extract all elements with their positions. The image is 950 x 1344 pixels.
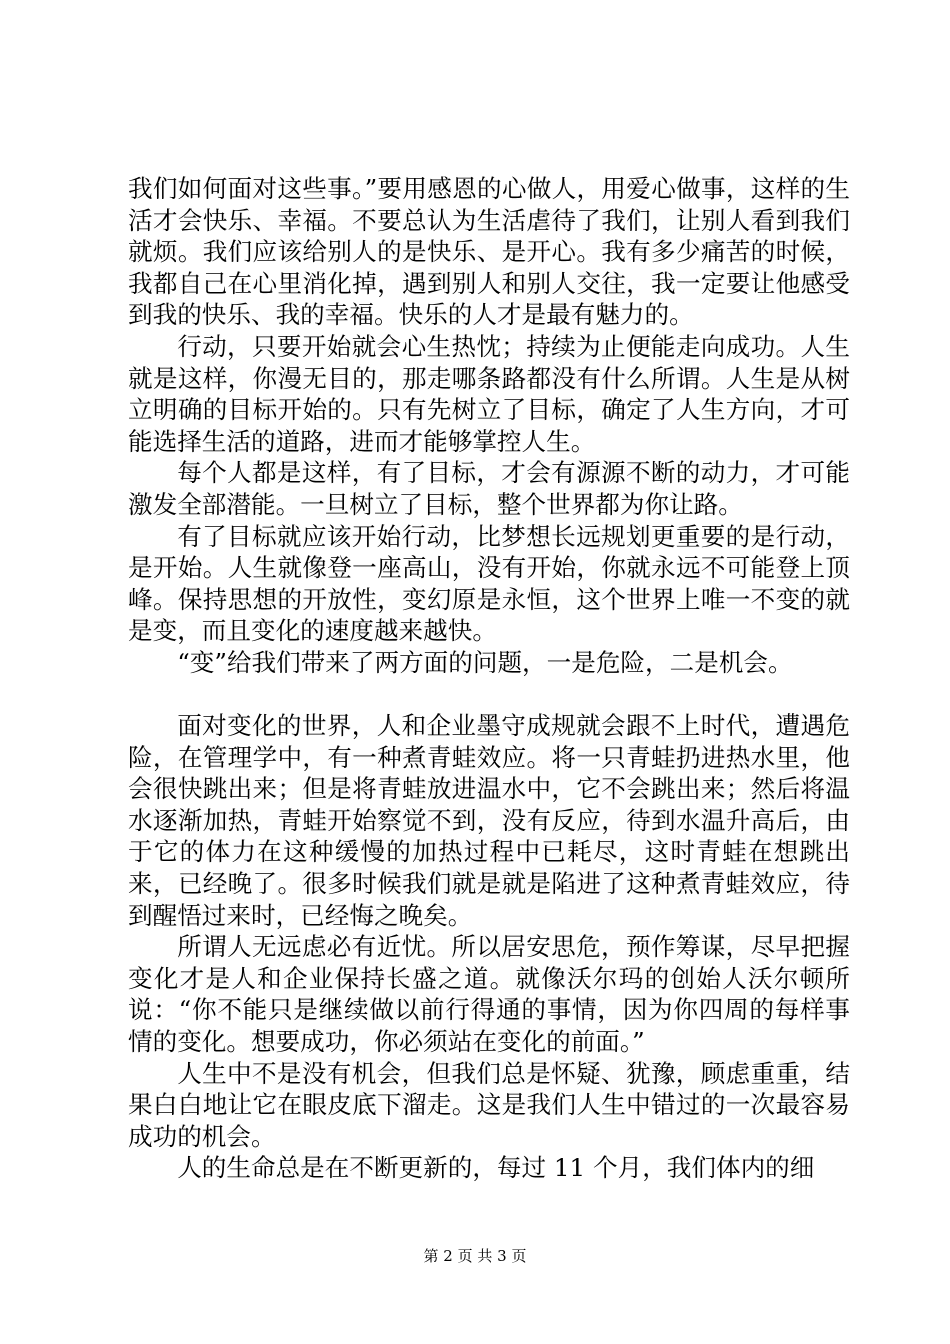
page-footer [0,1245,950,1266]
paragraph: 行动，只要开始就会心生热忱；持续为止便能走向成功。人生就是这样，你漫无目的，那走哪条路都没有什么所谓。人生是从树立明确的目标开始的。只有先树立了目标，确定了人生方向，才可能选择生活的道路，进而才能够掌控人生。 [128,331,850,456]
paragraph: “变”给我们带来了两方面的问题，一是危险，二是机会。 [177,647,793,677]
paragraph: 面对变化的世界，人和企业墨守成规就会跟不上时代，遭遇危险，在管理学中，有一种煮青蛙效应。将一只青蛙扔进热水里，他会很快跳出来；但是将青蛙放进温水中，它不会跳出来；然后将温水逐渐加热，青蛙开始察觉不到，没有反应，待到水温升高后，由于它的体力在这种缓慢的加热过程中已耗尽，这时青蛙在想跳出来，已经晚了。很多时候我们就是就是陷进了这种煮青蛙效应，待到醒悟过来时，已经悔之晚矣。 [128,711,850,930]
paragraph-continues: 人的生命总是在不断更新的，每过 11 个月，我们体内的细 [177,1153,815,1183]
paragraph: 每个人都是这样，有了目标，才会有源源不断的动力，才可能激发全部潜能。一旦树立了目标，整个世界都为你让路。 [128,458,850,519]
paragraph: 人生中不是没有机会，但我们总是怀疑、犹豫，顾虑重重，结果白白地让它在眼皮底下溜走。这是我们人生中错过的一次最容易成功的机会。 [128,1058,850,1151]
paragraph-continued: 我们如何面对这些事。”要用感恩的心做人，用爱心做事，这样的生活才会快乐、幸福。不要总认为生活虐待了我们，让别人看到我们就烦。我们应该给别人的是快乐、是开心。我有多少痛苦的时候，我都自己在心里消化掉，遇到别人和别人交往，我一定要让他感受到我的快乐、我的幸福。快乐的人才是最有魅力的。 [128,174,850,330]
page-number: 第 2 页 共 3 页 [423,1247,527,1265]
paragraph: 有了目标就应该开始行动，比梦想长远规划更重要的是行动，是开始。人生就像登一座高山，没有开始，你就永远不可能登上顶峰。保持思想的开放性，变幻原是永恒，这个世界上唯一不变的就是变，而且变化的速度越来越快。 [128,521,850,646]
document-body [128,173,850,1184]
paragraph: 所谓人无远虑必有近忧。所以居安思危，预作筹谋，尽早把握变化才是人和企业保持长盛之道。就像沃尔玛的创始人沃尔顿所说：“你不能只是继续做以前行得通的事情，因为你四周的每样事情的变化。想要成功，你必须站在变化的前面。” [128,932,850,1057]
